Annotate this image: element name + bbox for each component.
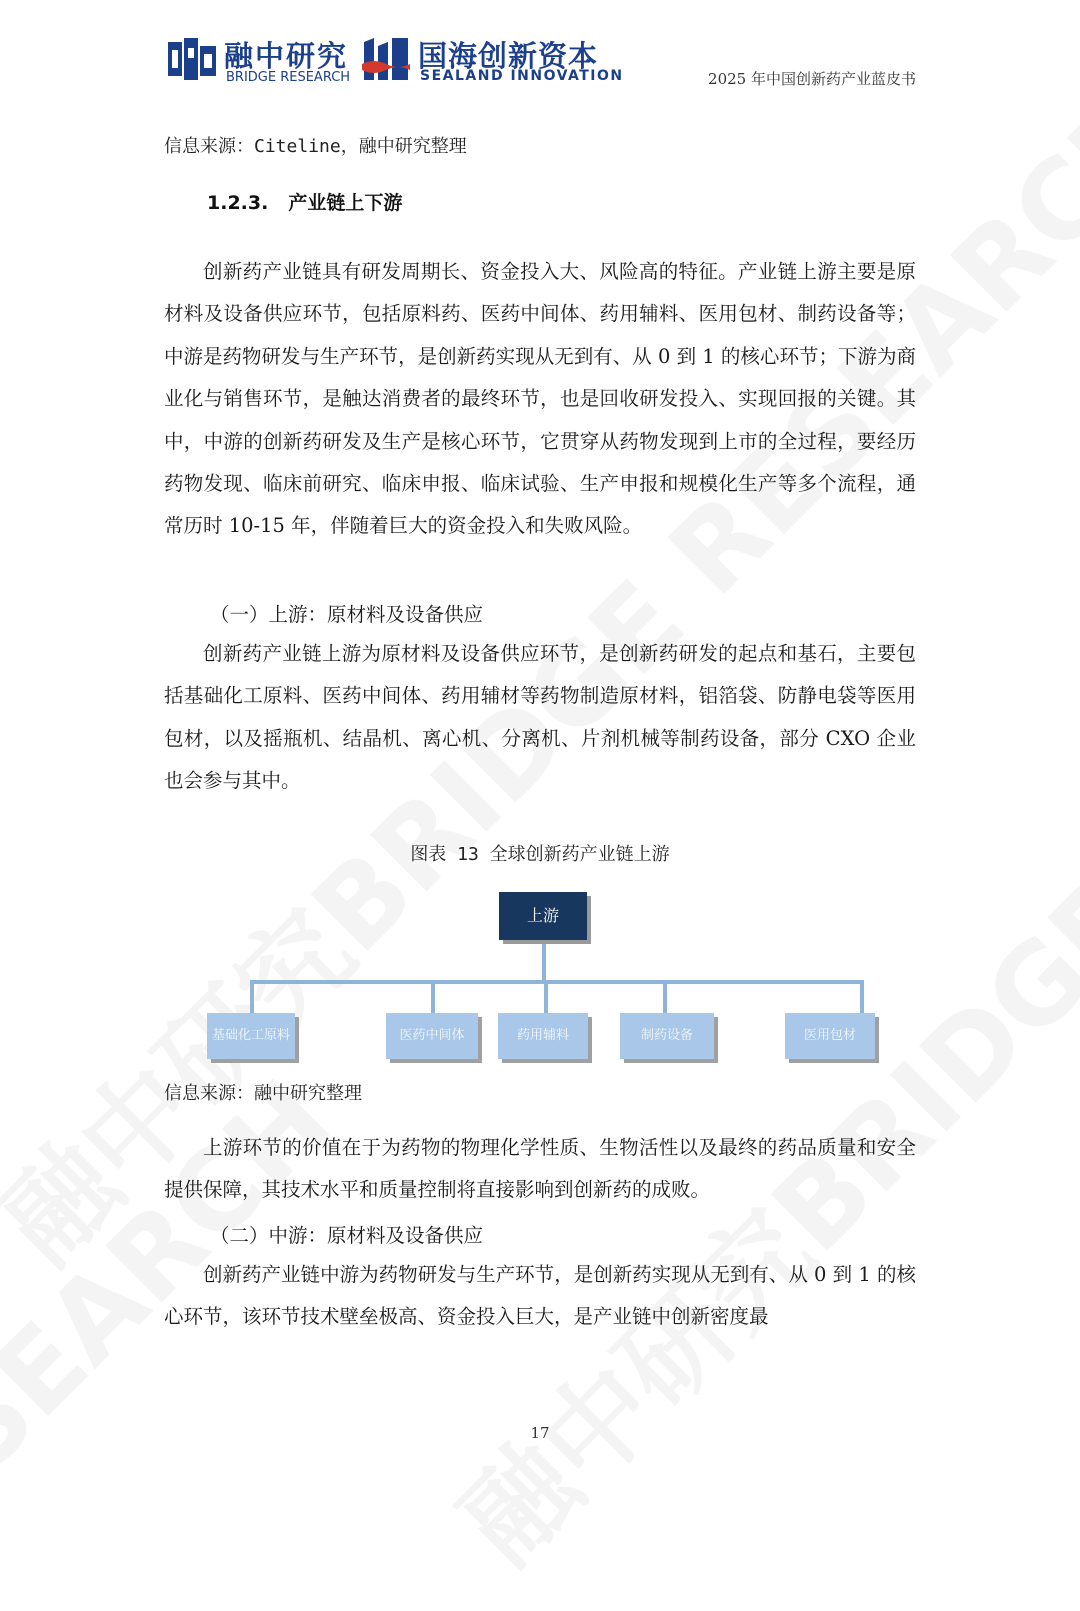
diagram-node-pharma-intermediates: 医药中间体 <box>386 1013 478 1059</box>
body-paragraph-1: 创新药产业链具有研发周期长、资金投入大、风险高的特征。产业链上游主要是原材料及设备供应环节，包括原料药、医药中间体、药用辅料、医用包材、制药设备等；中游是药物研发与生产环节，是创新药实现从无到有、从 0 到 1 的核心环节；下游为商业化与销售环节，是触达消费者的最终环节，也是回收研发投入、实现回报的关键。其中，中游的创新药研发及生产是核心环节，它贯穿从药物发现到上市的全过程，要经历药物发现、临床前研究、临床申报、临床试验、生产申报和规模化生产等多个流程，通常历时 10-15 年，伴随着巨大的资金投入和失败风险。 <box>164 260 916 538</box>
brand2-chinese-name: 国海创新资本 <box>418 39 599 73</box>
sealand-innovation-logo-icon <box>362 36 410 82</box>
section-heading <box>207 188 402 215</box>
brand1-english-name: BRIDGE RESEARCH <box>226 70 351 85</box>
diagram-node-basic-chemicals: 基础化工原料 <box>207 1013 295 1059</box>
diagram-node-pharma-equipment: 制药设备 <box>620 1013 714 1059</box>
brand1-chinese-name: 融中研究 <box>224 39 349 73</box>
figure-caption: 图表 13 全球创新药产业链上游 <box>410 844 670 865</box>
body-paragraph-4: 创新药产业链中游为药物研发与生产环节，是创新药实现从无到有、从 0 到 1 的核心环节，该环节技术壁垒极高、资金投入巨大，是产业链中创新密度最 <box>164 1263 916 1329</box>
brand2-english-name: SEALAND INNOVATION <box>420 68 624 84</box>
subheading-midstream: （二）中游：原材料及设备供应 <box>210 1224 484 1247</box>
section-title: 产业链上下游 <box>288 192 403 214</box>
diagram-root-node: 上游 <box>499 892 587 940</box>
subheading-upstream: （一）上游：原材料及设备供应 <box>210 603 484 626</box>
body-paragraph-2: 创新药产业链上游为原材料及设备供应环节，是创新药研发的起点和基石，主要包括基础化工原料、医药中间体、药用辅材等药物制造原材料，铝箔袋、防静电袋等医用包材，以及摇瓶机、结晶机、离心机、分离机、片剂机械等制药设备，部分 CXO 企业也会参与其中。 <box>164 642 916 793</box>
body-paragraph-3: 上游环节的价值在于为药物的物理化学性质、生物活性以及最终的药品质量和安全提供保障，其技术水平和质量控制将直接影响到创新药的成败。 <box>164 1136 916 1202</box>
diagram-node-medical-packaging: 医用包材 <box>785 1013 875 1059</box>
source-note-top: 信息来源：Citeline，融中研究整理 <box>164 136 467 157</box>
report-title: 2025 年中国创新药产业蓝皮书 <box>708 70 916 88</box>
page-number: 17 <box>530 1424 550 1442</box>
source-note-figure: 信息来源：融中研究整理 <box>164 1083 362 1104</box>
bridge-research-logo-icon <box>166 36 218 82</box>
section-number: 1.2.3. <box>207 192 269 214</box>
diagram-node-excipients: 药用辅料 <box>498 1013 588 1059</box>
